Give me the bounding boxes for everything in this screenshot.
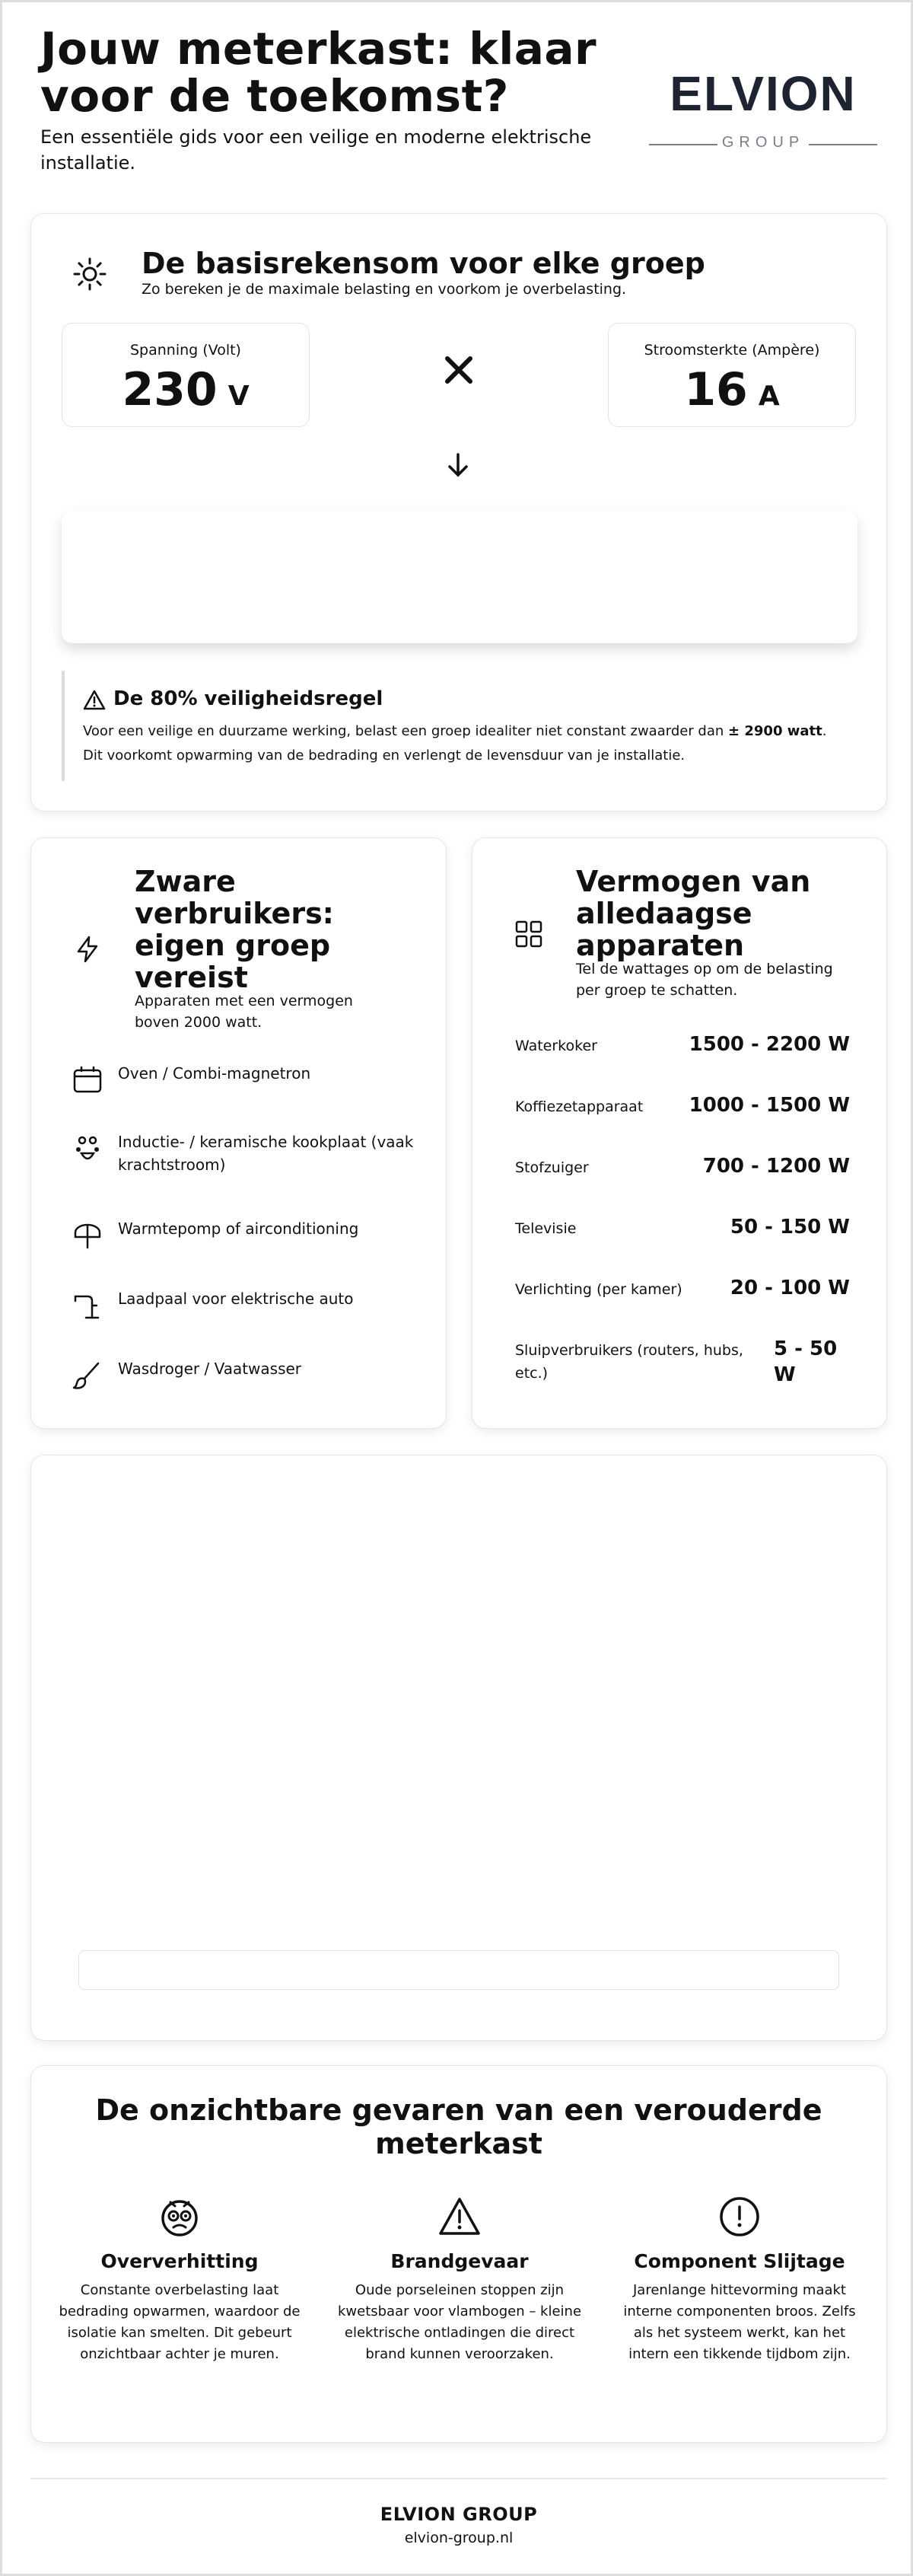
heavy-item bbox=[72, 1287, 430, 1333]
watt-value: 1500 - 2200 W bbox=[689, 1033, 850, 1056]
watt-value: 700 - 1200 W bbox=[702, 1155, 850, 1178]
heavy-card bbox=[30, 837, 447, 1429]
footer-link[interactable]: elvion-group.nl bbox=[404, 2530, 514, 2546]
danger-title: Brandgevaar bbox=[390, 2250, 529, 2272]
watt-value: 5 - 50 W bbox=[774, 1337, 838, 1386]
alert-circle-icon bbox=[718, 2195, 761, 2238]
current-box bbox=[608, 323, 856, 427]
heavy-item bbox=[72, 1130, 430, 1176]
heavy-item-label: Wasdroger / Vaatwasser bbox=[118, 1360, 302, 1378]
grid-icon bbox=[514, 919, 544, 949]
current-label: Stroomsterkte (Ampère) bbox=[644, 342, 820, 359]
voltage-value-wrap bbox=[62, 363, 309, 423]
basics-card bbox=[30, 213, 887, 811]
dangers-card bbox=[30, 2065, 887, 2443]
heavy-title: Zware verbruikers: eigen groep vereist bbox=[135, 865, 334, 994]
watt-name: Waterkoker bbox=[515, 1038, 597, 1054]
header bbox=[40, 25, 877, 177]
rule-text bbox=[83, 719, 851, 768]
heavy-item-label: Warmtepomp of airconditioning bbox=[118, 1219, 359, 1238]
logo bbox=[649, 67, 877, 158]
danger-item bbox=[614, 2195, 865, 2365]
hot-face-icon bbox=[158, 2195, 201, 2238]
warning-icon bbox=[438, 2195, 481, 2238]
current-value: 16 bbox=[684, 363, 748, 416]
current-unit: A bbox=[758, 381, 780, 412]
watt-name: Koffiezetapparaat bbox=[515, 1098, 644, 1115]
page-subtitle: Een essentiële gids voor een veilige en moderne elektrische installatie. bbox=[40, 126, 592, 174]
voltage-unit: V bbox=[227, 381, 250, 412]
panel-input-box bbox=[78, 1950, 839, 1990]
heavy-item bbox=[72, 1062, 430, 1108]
watt-name: Verlichting (per kamer) bbox=[515, 1281, 682, 1298]
danger-text: Jarenlange hittevorming maakt interne componenten broos. Zelfs als het systeem werkt, kan het intern een tikkende tijdbom zijn. bbox=[623, 2282, 856, 2362]
watt-row bbox=[515, 1278, 850, 1324]
voltage-value: 230 bbox=[122, 363, 218, 416]
dangers-title-text: De onzichtbare gevaren van een verouderde meterkast bbox=[95, 2093, 822, 2160]
logo-sub bbox=[649, 134, 877, 157]
rule-text-bold: ± 2900 watt bbox=[728, 723, 822, 739]
watt-row bbox=[515, 1339, 850, 1392]
appliances-card bbox=[472, 837, 887, 1429]
watt-name: Stofzuiger bbox=[515, 1159, 589, 1176]
danger-item bbox=[54, 2195, 305, 2365]
danger-text: Oude porseleinen stoppen zijn kwetsbaar voor vlambogen – kleine elektrische ontladingen die direct brand kunnen veroorzaken. bbox=[337, 2282, 582, 2362]
heavy-item-label: Inductie- / keramische kookplaat (vaak krachtstroom) bbox=[118, 1133, 414, 1174]
danger-title: Component Slijtage bbox=[634, 2250, 845, 2272]
watt-value: 50 - 150 W bbox=[730, 1216, 850, 1239]
cooktop-icon bbox=[72, 1133, 103, 1164]
watt-value: 20 - 100 W bbox=[730, 1277, 850, 1299]
watt-name: Sluipverbruikers (routers, hubs, etc.) bbox=[515, 1342, 743, 1382]
watt-row bbox=[515, 1035, 850, 1080]
charger-icon bbox=[72, 1290, 103, 1321]
watt-name: Televisie bbox=[515, 1220, 577, 1237]
multiply-icon bbox=[440, 351, 478, 389]
heavy-item bbox=[72, 1217, 430, 1263]
voltage-label: Spanning (Volt) bbox=[130, 342, 241, 359]
lightning-icon bbox=[72, 934, 103, 964]
appliances-subtitle: Tel de wattages op om de belasting per groep te schatten. bbox=[576, 961, 833, 999]
logo-line-right bbox=[809, 144, 877, 145]
logo-line-left bbox=[649, 144, 717, 145]
sun-icon bbox=[72, 257, 107, 292]
basics-title: De basisrekensom voor elke groep bbox=[142, 247, 705, 280]
appliances-title: Vermogen van alledaagse apparaten bbox=[576, 865, 811, 962]
warning-icon bbox=[83, 689, 106, 712]
basics-subtitle: Zo bereken je de maximale belasting en voorkom je overbelasting. bbox=[142, 281, 627, 298]
page-title: Jouw meterkast: klaar voor de toekomst? bbox=[40, 23, 597, 122]
heavy-item-label: Oven / Combi-magnetron bbox=[118, 1064, 311, 1082]
heavy-subtitle: Apparaten met een vermogen boven 2000 watt. bbox=[135, 993, 353, 1031]
logo-sub-text: GROUP bbox=[721, 134, 805, 151]
rule-text-2: . bbox=[822, 723, 827, 739]
empty-panel bbox=[30, 1455, 887, 2041]
voltage-box bbox=[62, 323, 310, 427]
heatpump-icon bbox=[72, 1220, 103, 1251]
watt-row bbox=[515, 1095, 850, 1141]
arrow-down-icon bbox=[443, 450, 473, 480]
safety-rule bbox=[62, 671, 857, 781]
result-box bbox=[62, 511, 857, 643]
heavy-item-label: Laadpaal voor elektrische auto bbox=[118, 1290, 354, 1308]
danger-item bbox=[334, 2195, 585, 2365]
oven-icon bbox=[72, 1065, 103, 1095]
current-value-wrap bbox=[609, 363, 855, 423]
footer-brand: ELVION GROUP bbox=[380, 2504, 538, 2525]
heavy-item bbox=[72, 1357, 430, 1403]
rule-text-3: Dit voorkomt opwarming van de bedrading en verlengt de levensduur van je installatie. bbox=[83, 748, 686, 764]
watt-value: 1000 - 1500 W bbox=[689, 1094, 850, 1117]
rule-text-1: Voor een veilige en duurzame werking, belast een groep idealiter niet constant zwaarder dan bbox=[83, 723, 729, 739]
danger-text: Constante overbelasting laat bedrading opwarmen, waardoor de isolatie kan smelten. Dit gebeurt onzichtbaar achter je muren. bbox=[59, 2282, 301, 2362]
footer-divider bbox=[30, 2478, 887, 2479]
rule-title: De 80% veiligheidsregel bbox=[113, 687, 383, 710]
brush-icon bbox=[72, 1360, 103, 1391]
dangers-title bbox=[31, 2093, 886, 2160]
danger-title: Oververhitting bbox=[100, 2250, 259, 2272]
logo-main: ELVION bbox=[670, 66, 857, 121]
watt-row bbox=[515, 1156, 850, 1202]
watt-row bbox=[515, 1217, 850, 1263]
